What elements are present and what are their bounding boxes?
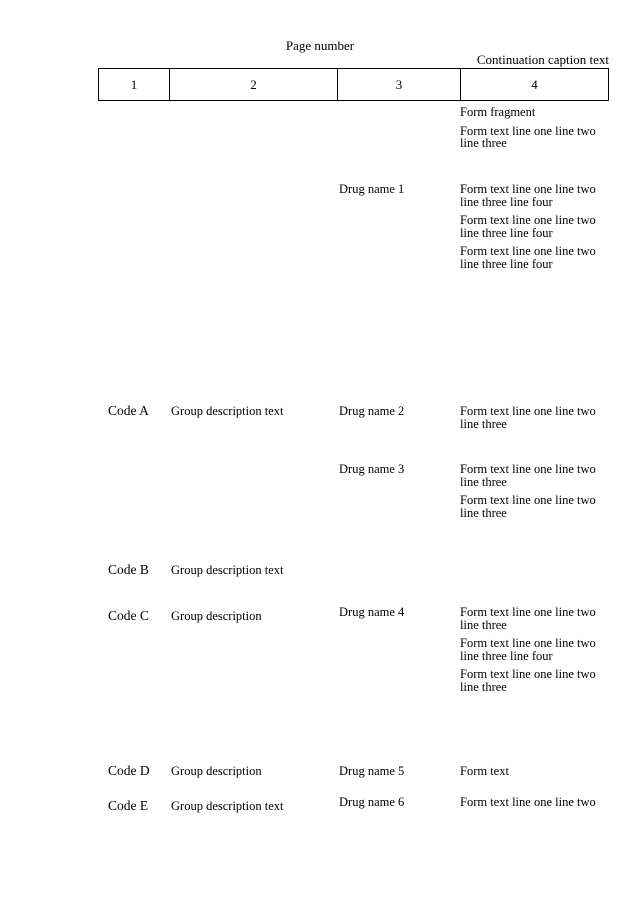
atc-code: Code E: [108, 798, 149, 813]
form-entry: Form text line one line two line three line four: [460, 636, 596, 663]
table-row-3-forms: [460, 463, 610, 525]
form-entry: Form text line one line two line three: [460, 462, 596, 489]
form-entry: Form text line one line two line three line four: [460, 213, 596, 240]
atc-code: Code B: [108, 562, 149, 577]
drug-name: Drug name 5: [339, 764, 405, 778]
header-col-1: 1: [130, 76, 138, 92]
header-col-2: 2: [169, 69, 337, 100]
drug-name: Drug name 3: [339, 462, 405, 476]
table-row-7-forms: [460, 796, 610, 815]
table-row-0-forms: [460, 106, 610, 156]
atc-code: Code D: [108, 763, 150, 778]
form-entry: Form text line one line two line three: [460, 493, 596, 520]
group-name: Group description: [171, 764, 262, 778]
drug-name: Drug name 2: [339, 404, 405, 418]
table-row-1-forms: [460, 183, 610, 276]
continuation-caption: Continuation caption text: [476, 52, 609, 67]
page-number: Page number: [285, 38, 355, 53]
form-entry: Form text line one line two line three line four: [460, 244, 596, 271]
form-entry: Form text line one line two: [460, 795, 596, 809]
atc-code: Code C: [108, 608, 149, 623]
form-entry: Form text line one line two line three: [460, 605, 596, 632]
table-header-row: [98, 68, 609, 101]
atc-code: Code A: [108, 403, 149, 418]
drug-name: Drug name 4: [339, 605, 405, 619]
table-row-6-forms: [460, 765, 610, 784]
form-entry: Form text: [460, 764, 509, 778]
drug-name: Drug name 6: [339, 795, 405, 809]
table-row-5-forms: [460, 606, 610, 699]
form-entry: Form text line one line two line three: [460, 667, 596, 694]
group-name: Group description: [171, 609, 262, 623]
form-entry: Form fragment: [460, 105, 536, 119]
group-name: Group description text: [171, 563, 284, 577]
form-entry: Form text line one line two line three: [460, 404, 596, 431]
header-col-4: 4: [460, 69, 608, 100]
header-col-3: 3: [337, 69, 460, 100]
group-name: Group description text: [171, 404, 284, 418]
form-entry: Form text line one line two line three line four: [460, 182, 596, 209]
group-name: Group description text: [171, 799, 284, 813]
table-row-2-forms: [460, 405, 610, 436]
drug-name: Drug name 1: [339, 182, 405, 196]
form-entry: Form text line one line two line three: [460, 123, 596, 150]
